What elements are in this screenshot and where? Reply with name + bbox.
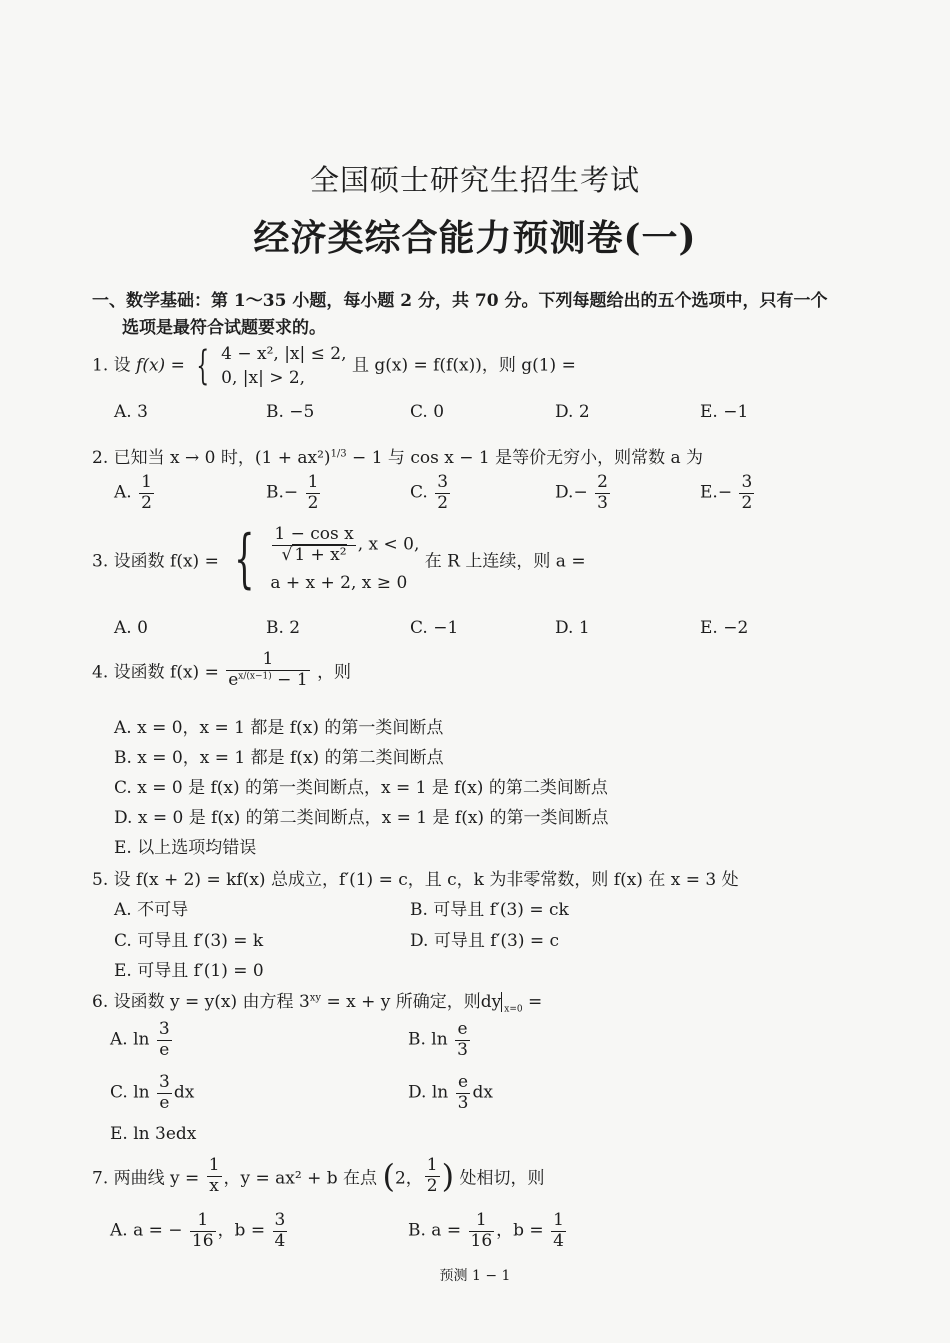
numerator: 1 — [475, 1210, 487, 1230]
denominator: 16 — [191, 1230, 214, 1251]
option-c: C. x = 0 是 f(x) 的第一类间断点，x = 1 是 f(x) 的第二类间断点 — [114, 778, 608, 798]
option-label: B. — [266, 482, 284, 503]
numerator: 1 — [208, 1155, 220, 1175]
case-2: 0, |x| > 2, — [221, 368, 306, 388]
option-b-label: ，b = — [496, 1220, 544, 1241]
denominator: 4 — [274, 1230, 286, 1251]
fraction — [207, 1156, 222, 1196]
section-instruction: 一、数学基础：第 1～35 小题，每小题 2 分，共 70 分。下列每题给出的五个选项中，只有一个 — [92, 291, 828, 311]
numerator: 1 — [426, 1155, 438, 1175]
question-mid: ，y = ax² + b 在点 — [223, 1168, 378, 1189]
option-sign: − — [717, 482, 733, 503]
option-c: C. −1 — [410, 618, 459, 638]
option-b: B. x = 0，x = 1 都是 f(x) 的第二类间断点 — [114, 748, 444, 768]
numerator: 3 — [158, 1019, 170, 1039]
denominator: 3 — [457, 1039, 468, 1060]
numerator: e — [457, 1019, 468, 1039]
option-a: A. 3 — [114, 402, 148, 422]
fraction — [157, 1073, 172, 1113]
exam-title: 全国硕士研究生招生考试 — [309, 163, 640, 197]
option-b: B. 可导且 f′(3) = ck — [410, 900, 569, 920]
piecewise-cases — [221, 342, 346, 390]
option-a — [114, 473, 156, 513]
numerator: 1 − cos x — [274, 524, 354, 544]
fraction — [595, 473, 610, 513]
fraction — [739, 473, 754, 513]
option-e: E. −2 — [700, 618, 749, 638]
question-text: 6. 设函数 y = y(x) 由方程 3 — [92, 992, 310, 1012]
denominator: 2 — [741, 492, 753, 513]
option-d: D. 可导且 f′(3) = c — [410, 931, 560, 951]
numerator: 1 — [262, 649, 274, 669]
question-mid: = x + y 所确定，则dy — [321, 992, 502, 1012]
function-name: f(x) — [136, 355, 166, 376]
option-c: C. 可导且 f′(3) = k — [114, 931, 264, 951]
left-brace: { — [196, 343, 210, 389]
numerator: 1 — [553, 1210, 564, 1230]
question-7 — [92, 1156, 544, 1196]
denominator — [226, 670, 309, 691]
denominator: 3 — [457, 1092, 469, 1113]
denominator-tail: − 1 — [271, 669, 308, 690]
question-tail: = — [522, 992, 543, 1012]
option-label: D. — [555, 482, 574, 503]
numerator: 3 — [741, 472, 753, 492]
option-d — [408, 1073, 493, 1113]
left-paren: ( — [382, 1157, 395, 1196]
option-a: A. 不可导 — [114, 900, 189, 920]
fraction — [435, 473, 450, 513]
numerator: e — [458, 1072, 469, 1092]
question-text: 4. 设函数 f(x) = — [92, 662, 219, 683]
option-e: E. 以上选项均错误 — [114, 838, 257, 858]
option-suffix: dx — [472, 1082, 493, 1103]
option-label: B. a = — [408, 1220, 462, 1241]
option-b: B. 2 — [266, 618, 301, 638]
option-label: A. ln — [110, 1029, 150, 1050]
fraction — [190, 1211, 216, 1251]
question-tail: 在 R 上连续，则 a = — [424, 551, 586, 572]
question-2 — [92, 443, 703, 468]
option-c — [110, 1073, 194, 1113]
fraction — [272, 525, 355, 565]
option-e: E. −1 — [700, 402, 749, 422]
question-4 — [92, 650, 351, 690]
question-tail: 且 g(x) = f(f(x))，则 g(1) = — [351, 355, 576, 376]
denominator: 2 — [307, 492, 319, 513]
option-b — [408, 1211, 568, 1251]
option-e — [700, 473, 756, 513]
exponent: 1/3 — [330, 448, 347, 460]
fraction — [469, 1211, 495, 1251]
option-d — [555, 473, 612, 513]
fraction — [425, 1156, 440, 1196]
exponent: x/(x−1) — [238, 670, 272, 681]
fraction — [306, 473, 321, 513]
option-d: D. x = 0 是 f(x) 的第二类间断点，x = 1 是 f(x) 的第一类间断点 — [114, 808, 609, 828]
denominator: √ 1 + x² — [272, 545, 355, 566]
paper-title: 经济类综合能力预测卷(一) — [253, 217, 697, 259]
option-a — [110, 1211, 289, 1251]
option-c: C. 0 — [410, 402, 445, 422]
question-5: 5. 设 f(x + 2) = kf(x) 总成立，f′(1) = c，且 c，k 为非零常数，则 f(x) 在 x = 3 处 — [92, 870, 739, 890]
denominator: 4 — [553, 1230, 564, 1251]
radicand: 1 + x² — [294, 544, 347, 565]
numerator: 1 — [197, 1210, 209, 1230]
base: e — [228, 669, 239, 690]
right-paren: ) — [441, 1157, 455, 1196]
option-label: C. ln — [110, 1082, 150, 1103]
question-text: 2. 已知当 x → 0 时，(1 + ax²) — [92, 448, 331, 468]
denominator: e — [157, 1093, 172, 1114]
numerator: 3 — [274, 1210, 286, 1230]
denominator: x — [207, 1176, 222, 1197]
option-a: A. 0 — [114, 618, 148, 638]
denominator: 2 — [437, 492, 449, 513]
question-6 — [92, 987, 542, 1014]
option-a — [110, 1020, 174, 1060]
page-number: 预测 1 − 1 — [439, 1268, 511, 1284]
question-text: 3. 设函数 f(x) = — [92, 551, 219, 572]
option-c — [410, 473, 452, 513]
numerator: 3 — [159, 1072, 170, 1092]
denominator: 2 — [141, 492, 152, 513]
question-number: 1. — [92, 355, 109, 376]
denominator: 3 — [597, 492, 608, 513]
option-b: B. −5 — [266, 402, 315, 422]
case-condition: , x < 0, — [357, 534, 420, 555]
question-text: 设 — [113, 355, 131, 376]
left-brace: { — [234, 522, 255, 597]
question-text: 7. 两曲线 y = — [92, 1168, 200, 1189]
numerator: 2 — [597, 472, 608, 492]
option-b — [266, 473, 322, 513]
question-tail: 处相切，则 — [459, 1168, 545, 1189]
option-b-label: ，b = — [217, 1220, 266, 1241]
piecewise-cases — [270, 525, 419, 593]
option-label: A. — [114, 482, 132, 503]
fraction — [273, 1211, 288, 1251]
denominator: 16 — [470, 1230, 493, 1251]
evaluation-bar — [501, 992, 523, 1015]
case-2: a + x + 2, x ≥ 0 — [270, 573, 408, 594]
option-e: E. 可导且 f′(1) = 0 — [114, 961, 264, 981]
option-a: A. x = 0，x = 1 都是 f(x) 的第一类间断点 — [114, 718, 444, 738]
denominator: e — [157, 1040, 172, 1061]
option-d: D. 2 — [555, 402, 590, 422]
option-label: E. — [700, 482, 718, 503]
fraction — [226, 650, 309, 690]
numerator: 3 — [437, 472, 449, 492]
fraction — [455, 1020, 470, 1060]
question-3 — [92, 522, 586, 597]
denominator: 2 — [426, 1175, 438, 1196]
question-1 — [92, 342, 576, 390]
option-e: E. ln 3edx — [110, 1124, 197, 1144]
option-suffix: dx — [173, 1082, 195, 1103]
question-tail: − 1 与 cos x − 1 是等价无穷小，则常数 a 为 — [346, 448, 704, 468]
option-b — [408, 1020, 472, 1060]
option-label: D. ln — [408, 1082, 449, 1103]
fraction — [157, 1020, 172, 1060]
option-label: C. — [410, 482, 428, 503]
equals: = — [170, 355, 185, 376]
numerator: 1 — [141, 472, 152, 492]
option-d: D. 1 — [555, 618, 590, 638]
question-tail: ，则 — [317, 662, 352, 683]
numerator: 1 — [307, 472, 319, 492]
case-1 — [270, 525, 419, 565]
option-label: B. ln — [408, 1029, 448, 1050]
point-x: 2， — [394, 1168, 423, 1189]
option-sign: − — [573, 482, 588, 503]
fraction — [551, 1211, 566, 1251]
fraction — [456, 1073, 471, 1113]
fraction — [139, 473, 154, 513]
section-instruction-cont: 选项是最符合试题要求的。 — [122, 318, 326, 338]
case-1: 4 − x², |x| ≤ 2, — [221, 344, 347, 364]
option-sign: − — [283, 482, 299, 503]
exponent: xy — [309, 992, 322, 1004]
option-label: A. a = − — [110, 1220, 183, 1241]
subscript: x=0 — [504, 1004, 523, 1015]
